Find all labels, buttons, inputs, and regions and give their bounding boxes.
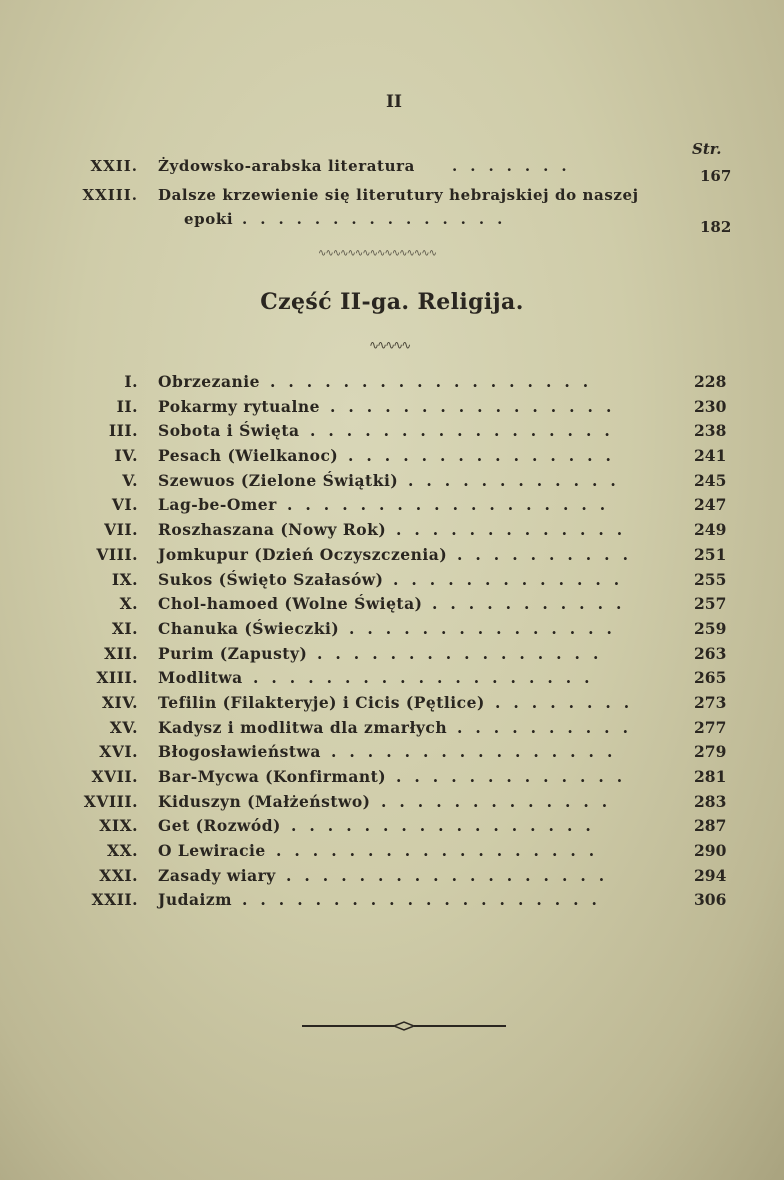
dot-leader: ................... — [253, 668, 603, 688]
toc-entry-page: 283 — [694, 791, 727, 811]
toc-entry — [0, 421, 784, 446]
toc-entry — [0, 570, 784, 595]
toc-entry-page: 241 — [694, 446, 727, 466]
upper-entry-number: XXIII. — [82, 186, 138, 204]
dot-leader: ............. — [393, 569, 633, 589]
toc-entry-page: 255 — [694, 569, 727, 589]
dot-leader: ................. — [310, 421, 623, 441]
toc-entry-page: 259 — [694, 618, 727, 638]
toc-entry-page: 277 — [694, 717, 727, 737]
upper-entry-title: Żydowsko-arabska literatura — [158, 157, 415, 175]
upper-entry-xxii — [0, 157, 784, 185]
toc-entry-number: XIX. — [99, 816, 138, 836]
upper-entry-title-line1: Dalsze krzewienie się literutury hebrajskiej do naszej — [158, 186, 639, 204]
toc-entry — [0, 866, 784, 891]
toc-entry-number: IV. — [114, 446, 138, 466]
toc-entry-number: XVIII. — [83, 791, 138, 811]
toc-entry-title: Zasady wiary — [158, 865, 276, 885]
toc-entry — [0, 890, 784, 915]
toc-entry-number: X. — [119, 594, 138, 614]
toc-entry-number: XX. — [107, 841, 138, 861]
toc-entry-page: 230 — [694, 396, 727, 416]
dot-leader: .................. — [286, 865, 618, 885]
dot-leader: .......... — [457, 544, 641, 564]
toc-entry-title: Tefilin (Filakteryje) i Cicis (Pętlice) — [158, 692, 485, 712]
page-number: II — [386, 92, 402, 112]
dot-leader: ............... — [349, 618, 625, 638]
toc-entry-title: Błogosławieństwa — [158, 742, 321, 762]
dot-leader: ................ — [331, 742, 626, 762]
toc-entry — [0, 718, 784, 743]
section-title: Część II-ga. Religija. — [260, 289, 524, 315]
toc-entry — [0, 397, 784, 422]
toc-entry — [0, 495, 784, 520]
toc-entry-page: 249 — [694, 520, 727, 540]
upper-entry-xxiii — [0, 186, 784, 234]
dot-leader: .................. — [276, 841, 608, 861]
dot-leader: ............. — [396, 767, 636, 786]
toc-entry-number: XI. — [111, 618, 138, 638]
toc-entry-title: Obrzezanie — [158, 372, 261, 391]
toc-entry-page: 265 — [694, 668, 727, 688]
toc-entry-page: 294 — [694, 865, 727, 885]
table-of-contents — [0, 372, 784, 915]
dot-leader: ............. — [396, 520, 636, 540]
toc-entry-page: 245 — [694, 470, 727, 490]
dot-leader: ............... — [348, 446, 624, 466]
toc-entry-page: 263 — [694, 643, 727, 663]
toc-entry — [0, 816, 784, 841]
dot-leader: ............. — [381, 791, 621, 811]
toc-entry-number: XXI. — [99, 865, 138, 885]
toc-entry-number: XVI. — [99, 742, 138, 762]
dot-leader: .................. — [287, 495, 619, 515]
toc-entry-number: I. — [124, 372, 138, 391]
toc-entry — [0, 446, 784, 471]
toc-entry-page: 257 — [694, 594, 727, 614]
toc-entry — [0, 693, 784, 718]
toc-entry-page: 279 — [694, 742, 727, 762]
toc-entry-title: Kadysz i modlitwa dla zmarłych — [158, 717, 448, 737]
toc-entry — [0, 594, 784, 619]
small-ornament: ∿∿∿∿∿ — [369, 338, 410, 352]
page-column-label: Str. — [692, 140, 722, 158]
toc-entry-number: IX. — [111, 569, 138, 589]
toc-entry-title: Szewuos (Zielone Świątki) — [158, 470, 399, 490]
toc-entry-page: 247 — [694, 495, 727, 515]
toc-entry-title: Purim (Zapusty) — [158, 643, 308, 663]
dot-leader: ....... — [452, 157, 580, 175]
toc-entry — [0, 471, 784, 496]
toc-entry-page: 281 — [694, 767, 727, 786]
toc-entry-page: 290 — [694, 841, 727, 861]
dot-leader: .................. — [270, 372, 602, 391]
dot-leader: ............ — [408, 470, 629, 490]
toc-entry — [0, 619, 784, 644]
toc-entry-title: Pokarmy rytualne — [158, 396, 320, 416]
toc-entry — [0, 841, 784, 866]
toc-entry-title: Chanuka (Świeczki) — [158, 618, 340, 638]
dot-leader: ........... — [432, 594, 635, 614]
toc-entry-number: XXII. — [91, 890, 138, 910]
dot-leader: ................. — [291, 816, 604, 836]
toc-entry-page: 251 — [694, 544, 727, 564]
dot-leader: ........ — [495, 692, 643, 712]
toc-entry-page: 287 — [694, 816, 727, 836]
toc-entry-title: Kiduszyn (Małżeństwo) — [158, 791, 371, 811]
dot-leader: ................ — [330, 396, 625, 416]
upper-entry-title-line2: epoki — [184, 210, 234, 228]
toc-entry-number: III. — [108, 421, 138, 441]
toc-entry — [0, 767, 784, 792]
dot-leader: .................... — [242, 890, 610, 910]
toc-entry-title: Get (Rozwód) — [158, 816, 281, 836]
toc-entry — [0, 520, 784, 545]
toc-entry-title: Bar-Mycwa (Konfirmant) — [158, 767, 387, 786]
toc-entry-number: V. — [122, 470, 138, 490]
toc-entry-page: 228 — [694, 372, 727, 391]
dot-leader: .......... — [457, 717, 641, 737]
toc-entry-number: VIII. — [96, 544, 138, 564]
toc-entry-title: Jomkupur (Dzień Oczyszczenia) — [158, 544, 448, 564]
toc-entry — [0, 545, 784, 570]
toc-entry — [0, 372, 784, 397]
toc-entry-title: Chol-hamoed (Wolne Święta) — [158, 594, 423, 614]
dot-leader: ................ — [317, 643, 612, 663]
toc-entry-number: II. — [116, 396, 138, 416]
toc-entry-page: 238 — [694, 421, 727, 441]
toc-entry-number: XV. — [109, 717, 138, 737]
toc-entry — [0, 742, 784, 767]
toc-entry-title: O Lewiracie — [158, 841, 266, 861]
toc-entry-number: XVII. — [91, 767, 138, 786]
bottom-rule-ornament — [302, 1018, 506, 1034]
toc-entry-title: Lag-be-Omer — [158, 495, 277, 515]
toc-entry-title: Sukos (Święto Szałasów) — [158, 569, 384, 589]
toc-entry-number: XIII. — [96, 668, 138, 688]
upper-entry-page: 167 — [700, 167, 732, 185]
toc-entry-title: Modlitwa — [158, 668, 243, 688]
toc-entry-title: Sobota i Święta — [158, 421, 300, 441]
toc-entry-number: XII. — [104, 643, 138, 663]
upper-entry-number: XXII. — [90, 157, 138, 175]
toc-entry-number: XIV. — [102, 692, 138, 712]
toc-entry-title: Roszhaszana (Nowy Rok) — [158, 520, 387, 540]
toc-entry — [0, 644, 784, 669]
toc-entry — [0, 668, 784, 693]
toc-entry-title: Judaizm — [158, 890, 233, 910]
toc-entry-number: VI. — [111, 495, 138, 515]
wavy-ornament: ∿∿∿∿∿∿∿∿∿∿∿∿∿∿∿∿ — [318, 248, 437, 259]
upper-entry-page: 182 — [700, 218, 732, 236]
toc-entry-title: Pesach (Wielkanoc) — [158, 446, 339, 466]
toc-entry — [0, 792, 784, 817]
toc-entry-page: 306 — [694, 890, 727, 910]
toc-entry-number: VII. — [104, 520, 138, 540]
toc-entry-page: 273 — [694, 692, 727, 712]
dot-leader: ............... — [242, 210, 516, 228]
